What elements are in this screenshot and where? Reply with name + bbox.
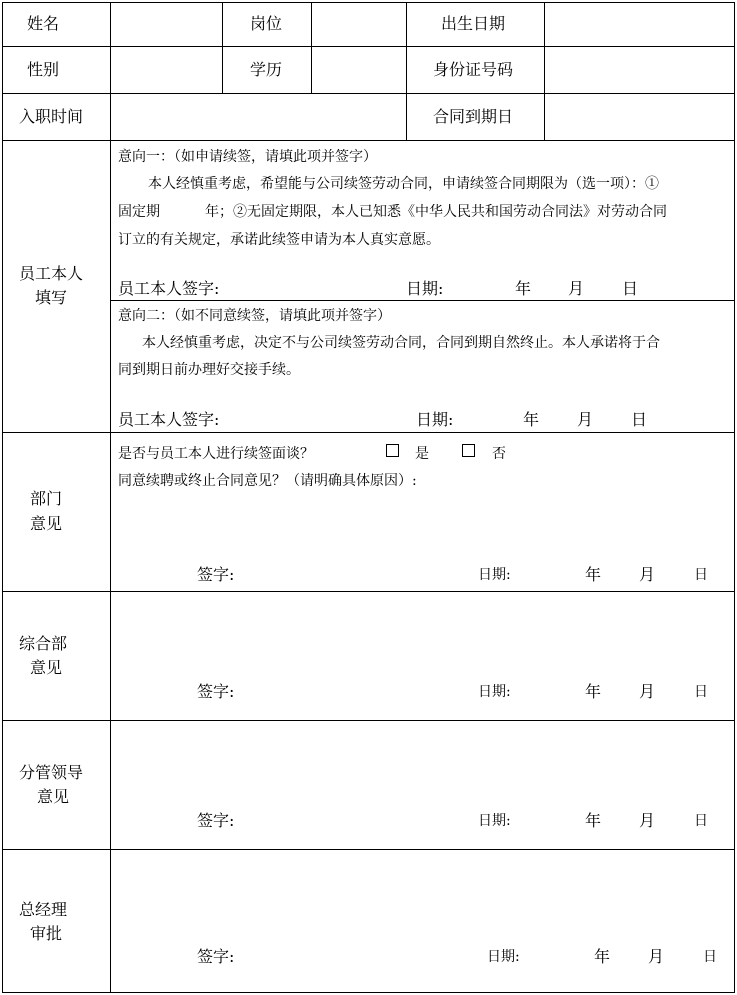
gm-label-line2: 审批 <box>30 924 63 943</box>
intent1-date-label: 日期: <box>406 279 444 298</box>
table-border <box>2 2 735 3</box>
id-number-field[interactable] <box>546 48 732 91</box>
intent2-title: 意向二：（如不同意续签，请填此项并签字） <box>118 308 391 324</box>
general-dept-year-label: 年 <box>585 682 602 701</box>
no-checkbox[interactable] <box>462 444 475 457</box>
yes-checkbox[interactable] <box>386 444 399 457</box>
department-month-label: 月 <box>639 565 656 584</box>
intent1-signature-label: 员工本人签字: <box>118 279 220 298</box>
supervisor-month-label: 月 <box>639 811 656 830</box>
supervisor-date-label: 日期: <box>478 813 511 829</box>
table-border <box>2 432 735 433</box>
education-field[interactable] <box>313 48 404 91</box>
table-border <box>110 300 735 301</box>
general-dept-date-label: 日期: <box>478 684 511 700</box>
intent1-year-label: 年 <box>515 279 532 298</box>
department-date-label: 日期: <box>478 567 511 583</box>
intent2-signature-label: 员工本人签字: <box>118 410 220 429</box>
contract-expiry-label: 合同到期日 <box>433 107 514 126</box>
intent1-text: 固定期 <box>118 204 160 220</box>
intent2-text: 本人经慎重考虑，决定不与公司续签劳动合同，合同到期自然终止。本人承诺将于合 <box>142 335 660 351</box>
department-day-label: 日 <box>694 567 708 583</box>
gender-label: 性别 <box>27 60 60 79</box>
education-label: 学历 <box>250 60 283 79</box>
intent2-day-label: 日 <box>631 410 648 429</box>
supervisor-signature-label: 签字: <box>197 811 235 830</box>
table-border <box>2 849 735 850</box>
department-signature-label: 签字: <box>197 565 235 584</box>
intent1-text: 本人经慎重考虑，希望能与公司续签劳动合同，申请续签合同期限为（选一项）：① <box>148 176 659 192</box>
department-label-line1: 部门 <box>30 489 63 508</box>
intent2-text: 同到期日前办理好交接手续。 <box>118 362 300 378</box>
position-field[interactable] <box>313 4 404 44</box>
employee-section-label-line1: 员工本人 <box>19 264 84 283</box>
gm-year-label: 年 <box>594 947 611 966</box>
hire-date-field[interactable] <box>112 95 404 138</box>
table-border <box>2 93 735 94</box>
gm-month-label: 月 <box>648 947 665 966</box>
intent2-month-label: 月 <box>577 410 594 429</box>
no-label: 否 <box>492 446 506 462</box>
supervisor-year-label: 年 <box>585 811 602 830</box>
name-field[interactable] <box>112 4 220 44</box>
table-border <box>2 591 735 592</box>
intent1-day-label: 日 <box>622 279 639 298</box>
name-label: 姓名 <box>27 14 60 33</box>
fixed-term-years-blank[interactable] <box>166 203 204 221</box>
table-border <box>544 2 545 140</box>
id-number-label: 身份证号码 <box>433 60 514 79</box>
intent2-date-label: 日期: <box>416 410 454 429</box>
intent1-text: 订立的有关规定，承诺此续签申请为本人真实意愿。 <box>118 232 440 248</box>
table-border <box>311 2 312 93</box>
general-dept-month-label: 月 <box>639 682 656 701</box>
supervisor-day-label: 日 <box>694 813 708 829</box>
table-border <box>2 140 735 141</box>
general-dept-label-line1: 综合部 <box>19 634 68 653</box>
birthdate-label: 出生日期 <box>441 14 506 33</box>
table-border <box>222 2 223 93</box>
supervisor-label-line1: 分管领导 <box>19 763 84 782</box>
intent2-year-label: 年 <box>523 410 540 429</box>
department-label-line2: 意见 <box>30 514 63 533</box>
table-border <box>2 46 735 47</box>
intent1-month-label: 月 <box>568 279 585 298</box>
gm-signature-label: 签字: <box>197 947 235 966</box>
table-border <box>110 2 111 993</box>
intent1-text: 年；②无固定期限，本人已知悉《中华人民共和国劳动合同法》对劳动合同 <box>205 204 667 220</box>
table-border <box>406 2 407 140</box>
table-border <box>2 992 735 993</box>
general-dept-label-line2: 意见 <box>30 658 63 677</box>
birthdate-field[interactable] <box>546 4 732 44</box>
gm-label-line1: 总经理 <box>19 900 68 919</box>
gm-day-label: 日 <box>703 949 717 965</box>
hire-date-label: 入职时间 <box>19 107 84 126</box>
general-dept-day-label: 日 <box>694 684 708 700</box>
department-year-label: 年 <box>585 565 602 584</box>
table-border <box>734 2 735 993</box>
table-border <box>2 2 3 993</box>
position-label: 岗位 <box>250 14 283 33</box>
yes-label: 是 <box>415 446 429 462</box>
general-dept-signature-label: 签字: <box>197 682 235 701</box>
gm-date-label: 日期: <box>487 949 520 965</box>
interview-question: 是否与员工本人进行续签面谈？ <box>118 446 314 462</box>
table-border <box>2 720 735 721</box>
gender-field[interactable] <box>112 48 220 91</box>
employee-section-label-line2: 填写 <box>35 288 68 307</box>
intent1-title: 意向一：（如申请续签，请填此项并签字） <box>118 149 377 165</box>
supervisor-label-line2: 意见 <box>37 787 70 806</box>
contract-expiry-field[interactable] <box>546 95 732 138</box>
opinion-prompt: 同意续聘或终止合同意见？（请明确具体原因）: <box>118 473 417 489</box>
